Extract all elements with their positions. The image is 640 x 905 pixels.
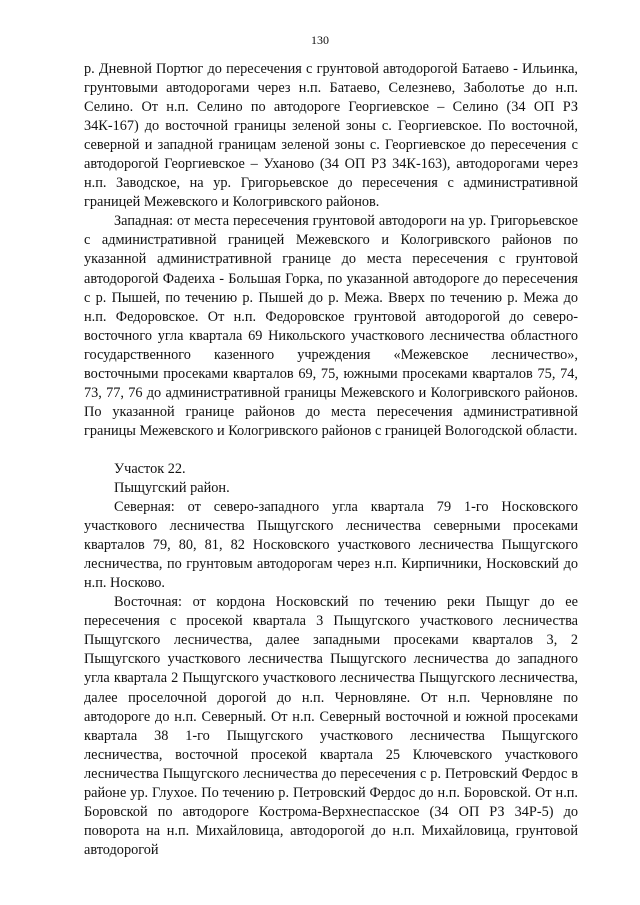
page-number: 130: [311, 33, 329, 47]
section-title: Участок 22.: [114, 460, 186, 477]
document-body: [84, 60, 578, 860]
paragraph-east-boundary: Восточная: от кордона Носковский по течению реки Пыщуг до ее пересечения с просекой квартала 3 Пыщугского участкового лесничества Пыщугского лесничества, далее западными просеками кварталов 3, 2 Пыщугского участкового лесничества Пыщугского лесничества до западного угла квартала 2 Пыщугского участкового лесничества Пыщугского лесничества, далее проселочной дорогой до н.п. Черновляне. От н.п. Черновляне по автодороге до н.п. Северный. От н.п. Северный восточной и южной просеками квартала 38 1-го Пыщугского участкового лесничества Пыщугского лесничества, восточной просекой квартала 25 Ключевского участкового лесничества Пыщугского лесничества до пересечения с р. Петровский Фердос в районе ур. Глухое. По течению р. Петровский Фердос до н.п. Боровской. От н.п. Боровской по автодороге Кострома-Верхнеспасское (34 ОП РЗ 34Р-5) до поворота на н.п. Михайловица, автодорогой до н.п. Михайловица, грунтовой автодорогой: [84, 594, 578, 858]
paragraph-spacer: [84, 441, 578, 460]
paragraph-east-boundary-continued: р. Дневной Портюг до пересечения с грунтовой автодорогой Батаево - Ильинка, грунтовыми автодорогами через н.п. Батаево, Селезнево, Заболотье до н.п. Селино. От н.п. Селино по автодороге Георгиевское – Селино (34 ОП РЗ 34К-167) до восточной границы зеленой зоны с. Георгиевское. По восточной, северной и западной границам зеленой зоны с. Георгиевское до пересечения с автодорогой Георгиевское – Уханово (34 ОП РЗ 34К-163), автодорогами через н.п. Заводское, на ур. Григорьевское до пересечения с административной границей Межевского и Кологривского районов.: [84, 61, 578, 211]
paragraph-west-boundary: Западная: от места пересечения грунтовой автодороги на ур. Григорьевское с административной границей Межевского и Кологривского районов по указанной административной границе до места пересечения с грунтовой автодорогой Фадеиха - Большая Горка, по указанной автодороге до пересечения с р. Пышей, по течению р. Пышей до р. Межа. Вверх по течению р. Межа до н.п. Федоровское. От н.п. Федоровское грунтовой автодорогой до северо-восточного угла квартала 69 Никольского участкового лесничества областного государственного казенного учреждения «Межевское лесничество», восточными просеками кварталов 69, 75, южными просеками кварталов 75, 74, 73, 77, 76 до административной границы Межевского и Кологривского районов. По указанной границе районов до места пересечения административной границы Межевского и Кологривского районов с границей Вологодской области.: [84, 213, 578, 439]
paragraph-north-boundary: Северная: от северо-западного угла квартала 79 1-го Носковского участкового лесничества Пыщугского лесничества северными просеками кварталов 79, 80, 81, 82 Носковского участкового лесничества Пыщугского лесничества, по грунтовым автодорогам через н.п. Кирпичники, Носковский до н.п. Носково.: [84, 499, 578, 592]
district-name: Пыщугский район.: [114, 479, 230, 496]
